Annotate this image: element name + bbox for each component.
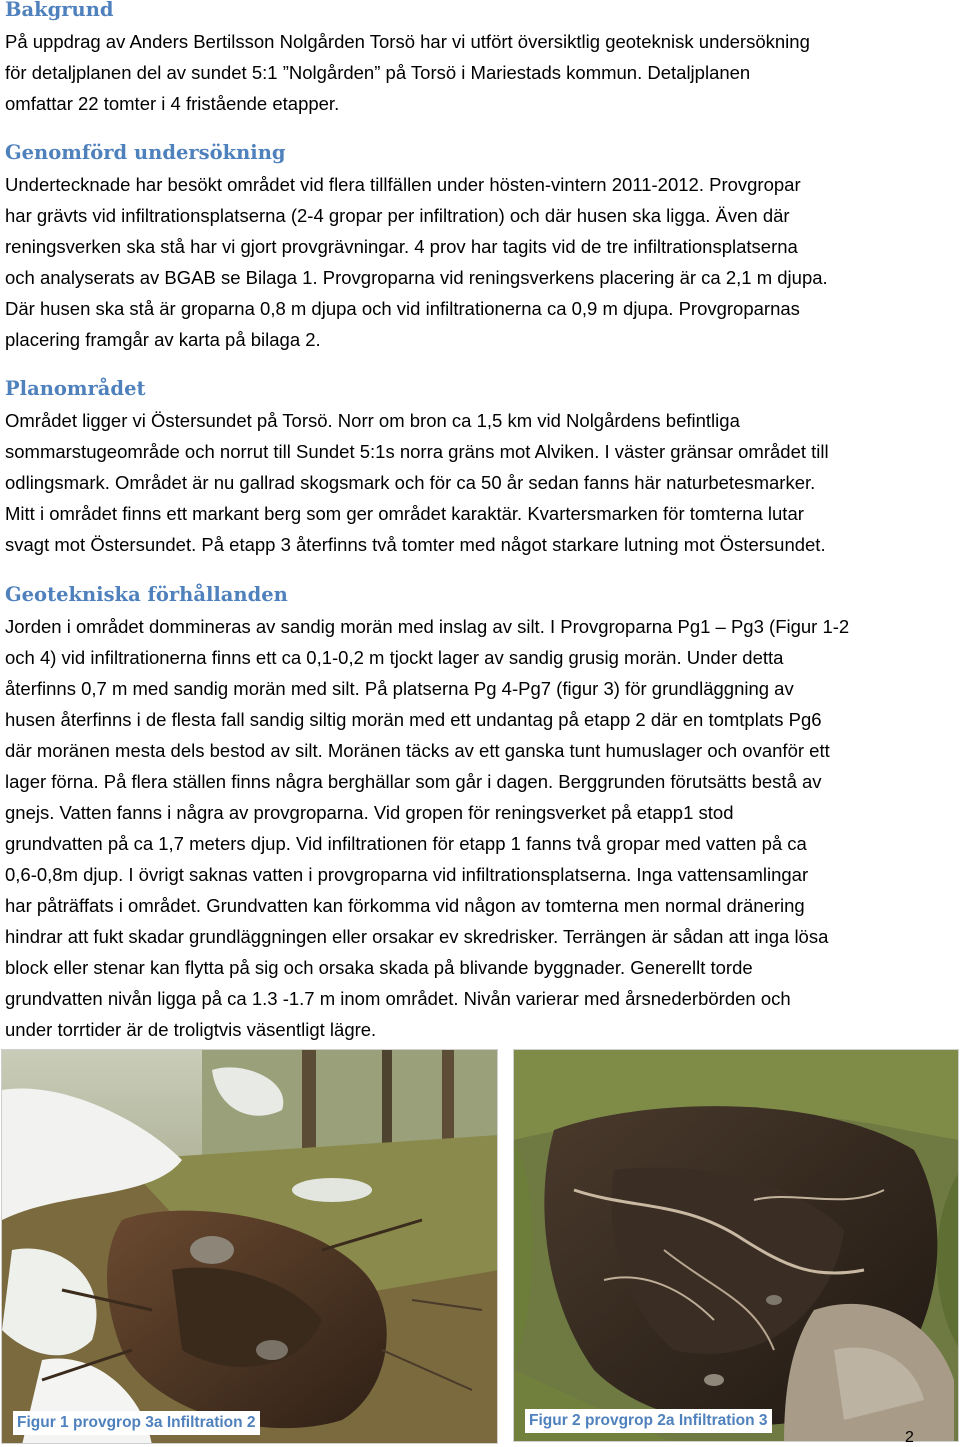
- text-line: omfattar 22 tomter i 4 fristående etapper.: [5, 93, 340, 114]
- text-line: och analyserats av BGAB se Bilaga 1. Provgroparna vid reningsverkens placering är ca 2,1 m djupa.: [5, 267, 828, 288]
- heading-geotekniska-forhallanden: Geotekniska förhållanden: [5, 583, 288, 606]
- text-line: där moränen mesta dels bestod av silt. Moränen täcks av ett ganska tunt humuslager och ovanför ett: [5, 740, 830, 761]
- text-line: svagt mot Östersundet. På etapp 3 återfinns två tomter med något starkare lutning mot Östersundet.: [5, 534, 826, 555]
- text-line: grundvatten på ca 1,7 meters djup. Vid infiltrationen för etapp 1 fanns två gropar med vatten på ca: [5, 833, 807, 854]
- text-line: 0,6-0,8m djup. I övrigt saknas vatten i provgroparna vid infiltrationsplatserna. Inga vattensamlingar: [5, 864, 809, 885]
- text-line: Jorden i området dommineras av sandig morän med inslag av silt. I Provgroparna Pg1 – Pg3 (Figur 1-2: [5, 616, 850, 637]
- figure-1-caption: Figur 1 provgrop 3a Infiltration 2: [13, 1411, 260, 1435]
- text-line: Undertecknade har besökt området vid flera tillfällen under hösten-vintern 2011-2012. Provgropar: [5, 174, 801, 195]
- text-line: gnejs. Vatten fanns i några av provgroparna. Vid gropen för reningsverket på etapp1 stod: [5, 802, 734, 823]
- text-line: grundvatten nivån ligga på ca 1.3 -1.7 m inom området. Nivån varierar med årsnederbörden och: [5, 988, 791, 1009]
- figure-2-photo: [513, 1049, 959, 1442]
- text-line: Området ligger vi Östersundet på Torsö. Norr om bron ca 1,5 km vid Nolgårdens befintliga: [5, 410, 740, 431]
- text-line: block eller stenar kan flytta på sig och orsaka skada på blivande byggnader. Generellt torde: [5, 957, 753, 978]
- paragraph-genomford-undersokning: [5, 169, 955, 355]
- text-line: Där husen ska stå är groparna 0,8 m djupa och vid infiltrationerna ca 0,9 m djupa. Provgroparnas: [5, 298, 800, 319]
- figure-2-caption: Figur 2 provgrop 2a Infiltration 3: [525, 1409, 772, 1433]
- snowy-test-pit-image: [2, 1050, 498, 1444]
- text-line: Mitt i området finns ett markant berg som ger området karaktär. Kvartersmarken för tomterna lutar: [5, 503, 804, 524]
- text-line: för detaljplanen del av sundet 5:1 ”Nolgården” på Torsö i Mariestads kommun. Detaljplanen: [5, 62, 751, 83]
- text-line: reningsverken ska stå har vi gjort provgrävningar. 4 prov har tagits vid de tre infiltrationsplatserna: [5, 236, 798, 257]
- text-line: På uppdrag av Anders Bertilsson Nolgården Torsö har vi utfört översiktlig geoteknisk undersökning: [5, 31, 810, 52]
- text-line: har påträffats i området. Grundvatten kan förkomma vid någon av tomterna men normal dränering: [5, 895, 805, 916]
- text-line: husen återfinns i de flesta fall sandig siltig morän med ett undantag på etapp 2 där en tomtplats Pg6: [5, 709, 822, 730]
- paragraph-geotekniska-forhallanden: [5, 611, 955, 1045]
- heading-bakgrund: Bakgrund: [5, 0, 114, 21]
- paragraph-planomradet: [5, 405, 955, 560]
- paragraph-bakgrund: [5, 26, 955, 119]
- text-line: och 4) vid infiltrationerna finns ett ca 0,1-0,2 m tjockt lager av sandig grusig morän. Under detta: [5, 647, 784, 668]
- text-line: sommarstugeområde och norrut till Sundet 5:1s norra gräns mot Alviken. I väster gränsar området till: [5, 441, 829, 462]
- text-line: har grävts vid infiltrationsplatserna (2-4 gropar per infiltration) och där husen ska ligga. Även där: [5, 205, 790, 226]
- text-line: odlingsmark. Området är nu gallrad skogsmark och för ca 50 år sedan fanns här naturbetesmarker.: [5, 472, 816, 493]
- text-line: återfinns 0,7 m med sandig morän med silt. På platserna Pg 4-Pg7 (figur 3) för grundläggning av: [5, 678, 794, 699]
- figure-1-photo: [1, 1049, 498, 1444]
- text-line: under torrtider är de troligtvis väsentligt lägre.: [5, 1019, 377, 1040]
- heading-planomradet: Planområdet: [5, 377, 146, 400]
- page-number: 2: [905, 1429, 914, 1446]
- heading-genomford-undersokning: Genomförd undersökning: [5, 141, 286, 164]
- text-line: lager förna. På flera ställen finns några berghällar som går i dagen. Berggrunden förutsätts bestå av: [5, 771, 822, 792]
- text-line: hindrar att fukt skadar grundläggningen eller orsakar ev skredrisker. Terrängen är sådan att inga lösa: [5, 926, 829, 947]
- test-pit-with-roots-image: [514, 1050, 959, 1442]
- text-line: placering framgår av karta på bilaga 2.: [5, 329, 321, 350]
